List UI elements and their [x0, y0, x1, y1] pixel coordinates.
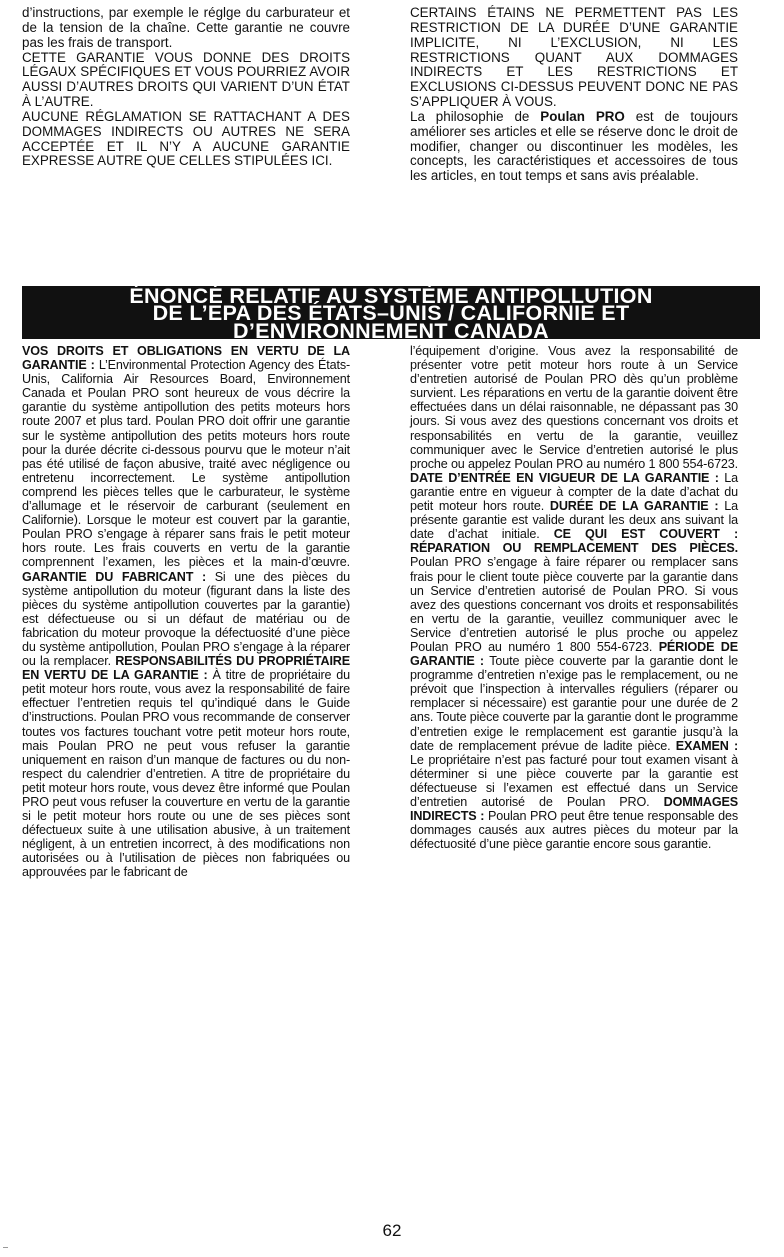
- text-rights-obligations: L’Environmental Protection Agency des États-Unis, California Air Resources Board, Environnement Canada et Poulan PRO sont heureux de vous décrire la garantie du système antipollution des petits moteurs hors route 2007 et plus tard. Poulan PRO doit offrir une garantie sur le système antipollution des petits moteurs hors route pour la durée décrite ci-dessous pourvu que le moteur n’ait pas été utilisé de façon abusive, traité avec négligence ou entretenu incorrectement. Le système antipollution comprend les pièces telles que le carburateur, le système d’allumage et le réservoir de carburant (seulement en Californie). Lorsque le moteur est couvert par la garantie, Poulan PRO s’engage à réparer sans frais le petit moteur hors route. Les frais couverts en vertu de la garantie comprennent l’examen, les pièces et la main-d’œuvre.: [22, 358, 351, 570]
- bottom-right-column: [410, 344, 738, 851]
- heading-rights-obligations: VOS DROITS ET OBLIGATIONS EN VERTU DE LA GARANTIE :: [22, 344, 350, 373]
- text-warranty-period: Toute pièce couverte par la garantie dont le programme d’entretien n’exige pas le remplacement, ou ne prévoit que l’inspection à intervalles réguliers (réparer ou remplacer si nécessaire) est garantie pour une durée de 2 ans. Toute pièce couverte par la garantie dont le programme d’entretien exige le remplacement est garantie jusqu’à la date de remplacement prévue de ladite pièce.: [410, 654, 738, 753]
- top-right-column: [410, 6, 738, 184]
- warranty-details-paragraph: [410, 344, 738, 851]
- brand-name: Poulan PRO: [540, 108, 636, 124]
- page-number: 62: [382, 1221, 402, 1240]
- text-manufacturer-warranty: Si une des pièces du système antipollution du moteur (figurant dans la liste des pièces du système antipollution couvertes par la garantie) est défectueuse ou si un défaut de matériau ou de fabrication du moteur provoque la défectuosité d’une pièce du système antipollution, Poulan PRO s’engage à la réparer ou la remplacer.: [22, 569, 350, 669]
- rights-obligations-paragraph: [22, 344, 350, 880]
- heading-warranty-duration: DURÉE DE LA GARANTIE :: [549, 499, 725, 514]
- heading-what-is-covered: CE QUI EST COUVERT : RÉPARATION OU REMPLACEMENT DES PIÈCES.: [410, 527, 739, 556]
- no-claims-paragraph: AUCUNE RÉGLAMATION SE RATTACHANT A DES DOMMAGES INDIRECTS OU AUTRES NE SERA ACCEPTÉE ET IL N’Y A AUCUNE GARANTIE EXPRESSE AUTRE QUE CELLES STIPULÉES ICI.: [22, 108, 350, 169]
- heading-effective-date: DATE D’ENTRÉE EN VIGUEUR DE LA GARANTIE :: [410, 470, 725, 485]
- text-consequential-damages: Poulan PRO peut être tenue responsable des dommages causés aux autres pièces du moteur par la défectuosité d’une pièce garantie encore sous garantie.: [410, 809, 738, 852]
- banner-line-1: ÉNONCÉ RELATIF AU SYSTÈME ANTIPOLLUTION: [129, 284, 653, 308]
- philosophy-end: est de toujours améliorer ses articles et elle se réserve donc le droit de modifier, changer ou discontinuer les modèles, les concepts, les caractéristiques et accessoires de tous les articles, en tout temps et sans avis préalable.: [410, 108, 738, 184]
- banner-line-2: DE L’EPA DES ÉTATS–UNIS / CALIFORNIE ET: [152, 301, 630, 326]
- heading-examination: EXAMEN :: [675, 738, 738, 753]
- top-left-column: [22, 6, 350, 169]
- banner-line-3: D’ENVIRONNEMENT CANADA: [233, 318, 549, 343]
- heading-warranty-period: PÉRIODE DE GARANTIE :: [410, 639, 738, 669]
- state-restrictions-paragraph: CERTAINS ÉTAINS NE PERMETTENT PAS LES RESTRICTION DE LA DURÉE D’UNE GARANTIE IMPLICITE, NI L’EXCLUSION, NI LES RESTRICTIONS QUANT AUX DOMMAGES INDIRECTS ET LES RESTRICTIONS ET EXCLUSIONS CI-DESSUS PEUVENT DONC NE PAS S’APPLIQUER À VOUS.: [410, 5, 738, 110]
- text-owner-responsibilities: À titre de propriétaire du petit moteur hors route, vous avez la responsabilité de faire effectuer l’entretien requis tel qu’indiqué dans le Guide d’instructions. Poulan PRO vous recommande de conserver toutes vos factures touchant votre petit moteur hors route, mais Poulan PRO ne peut vous refuser la garantie uniquement en raison d’un manque de factures ou du non-respect du calendrier d’entretien. A titre de propriétaire du petit moteur hors route, vous devez être informé que Poulan PRO peut vous refuser la couverture en vertu de la garantie si le petit moteur hors route ou une de ses pièces sont défectueux suite à une utilisation abusive, à un traitement négligent, à un entretien incorrect, à des modifications non autorisées ou à l’utilisation de pièces non fabriquées ou approuvées par le fabricant de: [22, 668, 351, 880]
- text-what-is-covered: Poulan PRO s’engage à faire réparer ou remplacer sans frais pour le client toute pièce couverte par la garantie dans un Service d’entretien autorisé de Poulan PRO. Si vous avez des questions concernant vos droits et responsabilités en vertu de la garantie, veuillez communiquer avec le Service d’entretien autorisé le plus proche ou appelez Poulan PRO au numéro 1 800 554-6723.: [410, 555, 738, 654]
- text-original-equipment: l’équipement d’origine. Vous avez la responsabilité de présenter votre petit moteur hors route à un Service d’entretien autorisé de Poulan PRO dès qu’un problème survient. Les réparations en vertu de la garantie doivent être effectuées dans un délai raisonnable, ne dépassant pas 30 jours. Si vous avez des questions concernant vos droits et responsabilités en vertu de la garantie, veuillez communiquer avec le Service d’entretien autorisé le plus proche ou appelez Poulan PRO au numéro 1 800 554-6723.: [410, 344, 738, 471]
- philosophy-start: La philosophie de: [410, 108, 541, 124]
- section-banner: [22, 284, 760, 343]
- text-warranty-duration: La présente garantie est valide durant les deux ans suivant la date d’achat initiale.: [410, 499, 739, 542]
- transport-paragraph: d’instructions, par exemple le réglge du carburateur et de la tension de la chaîne. Cette garantie ne couvre pas les frais de transport.: [22, 5, 350, 50]
- text-examination: Le propriétaire n’est pas facturé pour tout examen visant à déterminer si une pièce couverte par la garantie est défectueuse si l’examen est effectué dans un Service d’entretien autorisé de Poulan PRO.: [410, 752, 738, 809]
- legal-rights-paragraph: CETTE GARANTIE VOUS DONNE DES DROITS LÉGAUX SPÉCIFIQUES ET VOUS POURRIEZ AVOIR AUSSI D’AUTRES DROITS QUI VARIENT D’UN ÉTAT À L’AUTRE.: [22, 49, 350, 110]
- heading-consequential-damages: DOMMAGES INDIRECTS :: [410, 795, 738, 824]
- philosophy-paragraph: [410, 110, 738, 184]
- heading-owner-responsibilities: RESPONSABILITÉS DU PROPRIÉTAIRE EN VERTU DE LA GARANTIE :: [22, 654, 350, 683]
- heading-manufacturer-warranty: GARANTIE DU FABRICANT :: [22, 569, 215, 584]
- corner-mark: [3, 1247, 8, 1248]
- text-effective-date: La garantie entre en vigueur à compter de la date d’achat du petit moteur hors route.: [410, 470, 738, 514]
- bottom-left-column: [22, 344, 350, 880]
